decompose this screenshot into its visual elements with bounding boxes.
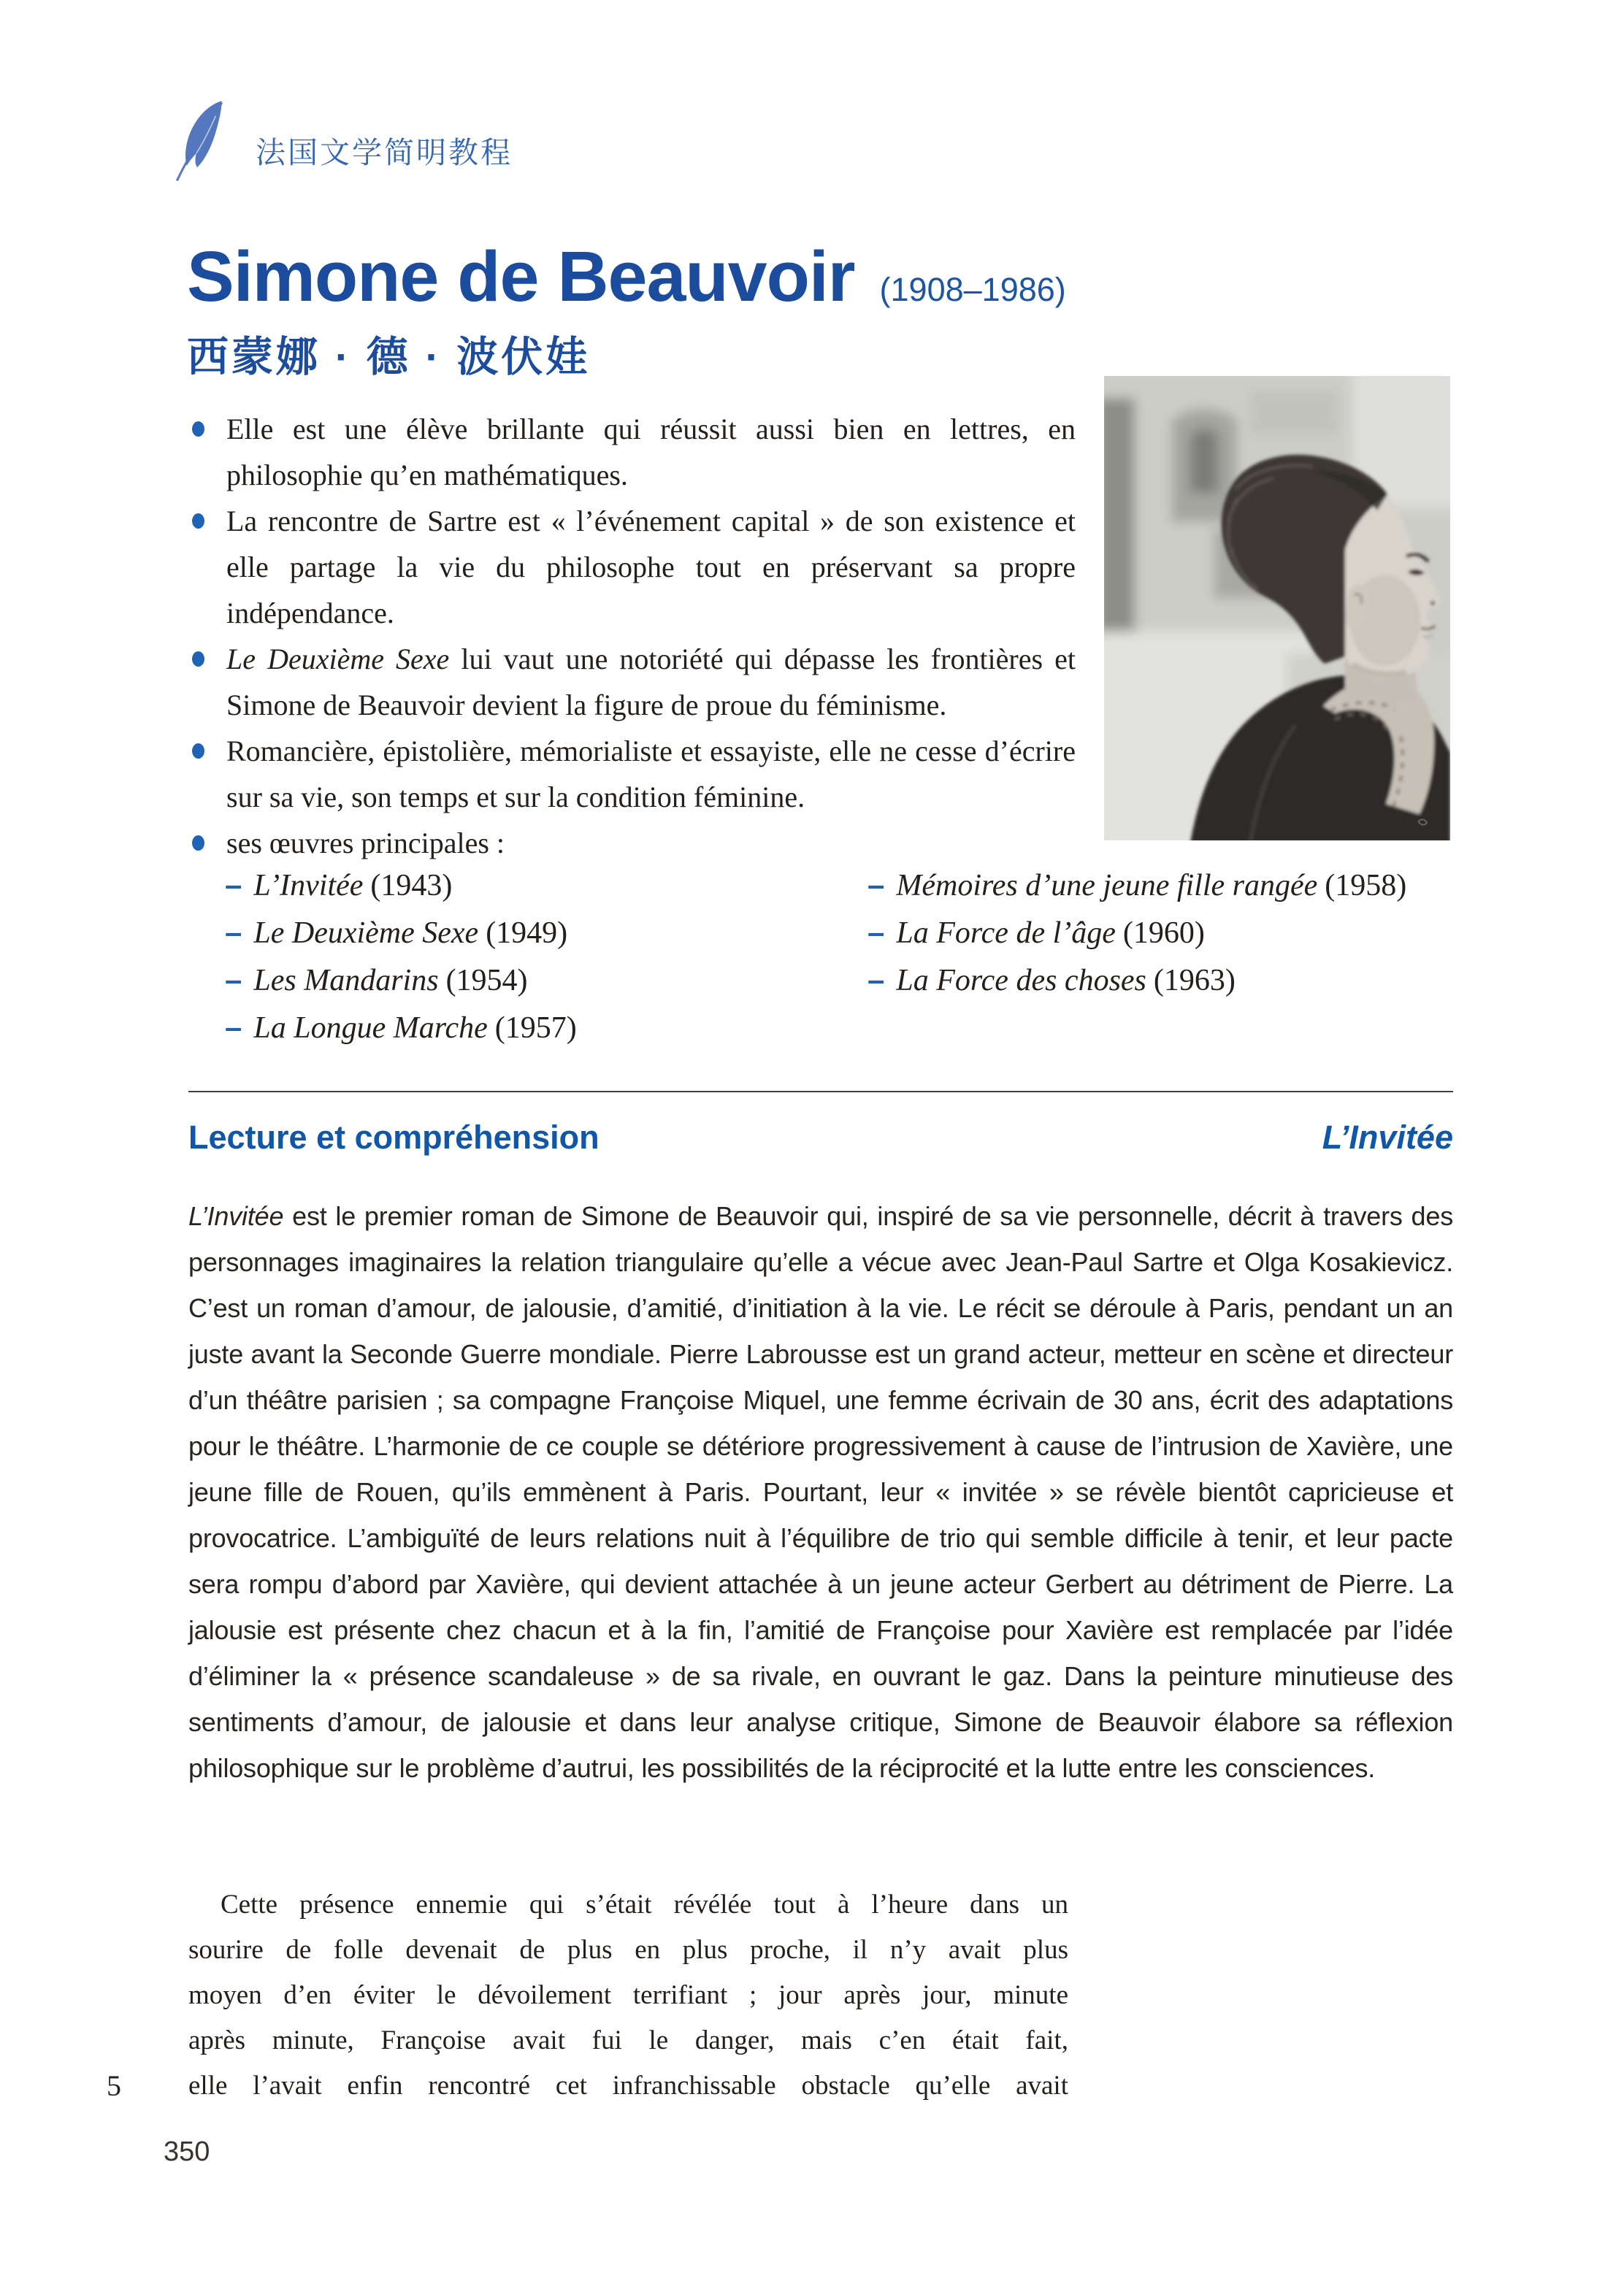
dash-icon: – [867,915,885,949]
fact-item: ses œuvres principales : [188,820,1076,866]
work-item: – Mémoires d’une jeune fille rangée (1958) [867,867,1407,902]
section-heading: Lecture et compréhension [188,1119,600,1156]
bullet-dot-icon [192,513,204,529]
series-title: 法国文学简明教程 [256,136,513,169]
work-item-empty [867,1004,1459,1051]
excerpt-line: moyen d’en éviter le dévoilement terrifiant ; jour après jour, minute [188,1980,1068,2010]
dash-icon: – [225,915,242,949]
fact-item: La rencontre de Sartre est « l’événement capital » de son existence et elle partage la vie du philosophe tout en préservant sa propre indépendance. [188,498,1076,636]
excerpt-line: après minute, Françoise avait fui le danger, mais c’en était fait, [188,2025,1068,2055]
fact-item: Elle est une élève brillante qui réussit aussi bien en lettres, en philosophie qu’en mathématiques. [188,406,1076,498]
author-years: (1908–1986) [879,271,1066,308]
work-item: – L’Invitée (1943) [225,867,453,902]
dash-icon: – [225,1010,242,1044]
facts-list [188,406,1076,866]
excerpt-line: sourire de folle devenait de plus en plus proche, il n’y avait plus [188,1935,1068,1965]
novel-title: L’Invitée [188,1201,284,1231]
work-item: – Les Mandarins (1954) [225,962,528,997]
fact-item: Le Deuxième Sexe lui vaut une notoriété qui dépasse les frontières et Simone de Beauvoir devient la figure de proue du féminisme. [188,636,1076,728]
dash-icon: – [225,867,242,902]
title-block [187,237,1066,383]
author-name-chinese: 西蒙娜 · 德 · 波伏娃 [187,334,591,380]
section-header [188,1119,1453,1157]
fact-item: Romancière, épistolière, mémorialiste et essayiste, elle ne cesse d’écrire sur sa vie, son temps et sur la condition féminine. [188,728,1076,820]
bullet-dot-icon [192,743,204,759]
feather-quill-icon [166,93,234,183]
section-divider [188,1091,1453,1092]
bullet-dot-icon [192,835,204,851]
author-name: Simone de Beauvoir [187,237,855,316]
bullet-dot-icon [192,421,204,437]
bullet-dot-icon [192,651,204,667]
novel-excerpt [107,1882,1068,2109]
author-portrait [1104,376,1450,840]
work-item: – La Longue Marche (1957) [225,1010,577,1045]
dash-icon: – [225,962,242,997]
works-list [225,862,1459,1051]
beauvoir-portrait-image [1104,376,1450,840]
excerpt-line-number: 5 [107,2069,121,2102]
page-title [187,237,1066,316]
excerpt-line: elle l’avait enfin rencontré cet infranchissable obstacle qu’elle avait [188,2071,1068,2101]
work-item: – La Force de l’âge (1960) [867,915,1205,950]
reading-paragraph: L’Invitée est le premier roman de Simone de Beauvoir qui, inspiré de sa vie personnelle, décrit à travers des personnages imaginaires la relation triangulaire qu’elle a vécue avec Jean-Paul Sartre et Olga Kosakievicz. C’est un roman d’amour, de jalousie, d’amitié, d’initiation à la vie. Le récit se déroule à Paris, pendant un an juste avant la Seconde Guerre mondiale. Pierre Labrousse est un grand acteur, metteur en scène et directeur d’un théâtre parisien ; sa compagne Françoise Miquel, une femme écrivain de 30 ans, écrit des adaptations pour le théâtre. L’harmonie de ce couple se détériore progressivement à cause de l’intrusion de Xavière, une jeune fille de Rouen, qu’ils emmènent à Paris. Pourtant, leur « invitée » se révèle bientôt capricieuse et provocatrice. L’ambiguïté de leurs relations nuit à l’équilibre de trio qui semble difficile à tenir, et leur pacte sera rompu d’abord par Xavière, qui devient attachée à un jeune acteur Gerbert au détriment de Pierre. La jalousie est présente chez chacun et à la fin, l’amitié de Françoise pour Xavière est remplacée par l’idée d’éliminer la « présence scandaleuse » de sa rivale, en ouvrant le gaz. Dans la peinture minutieuse des sentiments d’amour, de jalousie et dans leur analyse critique, Simone de Beauvoir élabore sa réflexion philosophique sur le problème d’autrui, les possibilités de la réciprocité et la lutte entre les consciences. [188,1201,1453,1783]
page-number: 350 [164,2136,210,2167]
work-item: – La Force des choses (1963) [867,962,1236,997]
dash-icon: – [867,867,885,902]
dash-icon: – [867,962,885,997]
excerpt-line: Cette présence ennemie qui s’était révélée tout à l’heure dans un [221,1890,1068,1920]
section-subtitle: L’Invitée [1322,1119,1453,1156]
work-item: – Le Deuxième Sexe (1949) [225,915,568,950]
